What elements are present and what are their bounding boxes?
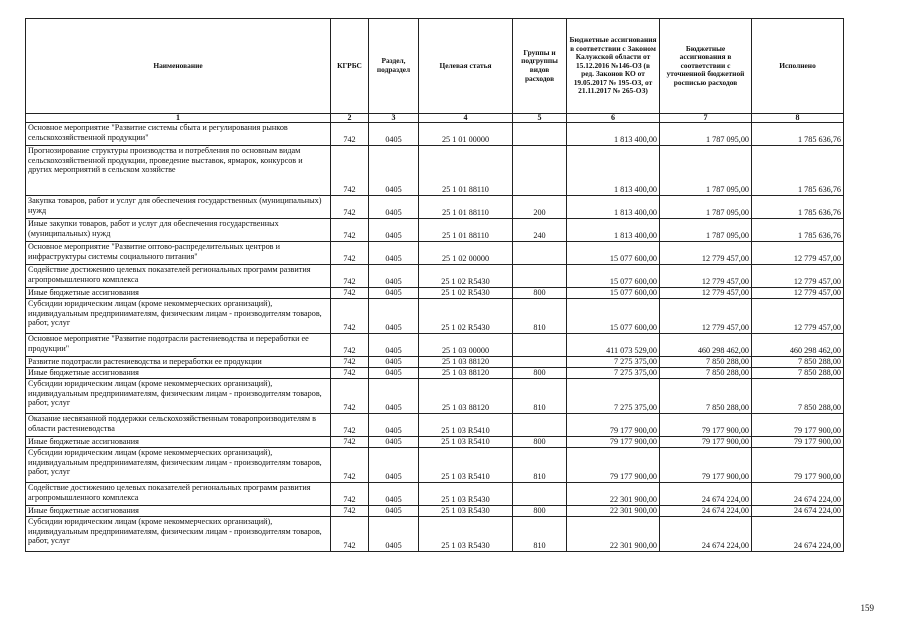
row-budget-refined-cell: 79 177 900,00	[660, 448, 752, 483]
table-row	[26, 448, 844, 483]
table-row	[26, 146, 844, 196]
row-executed-cell: 79 177 900,00	[752, 414, 844, 437]
row-name-cell: Субсидии юридическим лицам (кроме некоммерческих организаций), индивидуальным предпринимателям, физическим лицам - производителям товаров, работ, услуг	[26, 299, 331, 334]
row-kgrbs-cell: 742	[331, 123, 369, 146]
row-kgrbs-cell: 742	[331, 288, 369, 299]
row-budget-law-cell: 7 275 375,00	[567, 368, 660, 379]
row-name-cell: Основное мероприятие "Развитие подотрасли растениеводства и переработки ее продукции"	[26, 334, 331, 357]
row-section-cell: 0405	[369, 196, 419, 219]
row-name-cell: Оказание несвязанной поддержки сельскохозяйственным товаропроизводителям в области растениеводства	[26, 414, 331, 437]
row-budget-law-cell: 1 813 400,00	[567, 146, 660, 196]
row-name-cell: Субсидии юридическим лицам (кроме некоммерческих организаций), индивидуальным предпринимателям, физическим лицам - производителям товаров, работ, услуг	[26, 517, 331, 552]
header-budget-law: Бюджетные ассигнования в соответствии с Законом Калужской области от 15.12.2016 №146-ОЗ (в ред. Законов КО от 19.05.2017 № 195-ОЗ, от 21.11.2017 № 265-ОЗ)	[567, 19, 660, 114]
row-group-cell	[513, 146, 567, 196]
row-name-cell: Субсидии юридическим лицам (кроме некоммерческих организаций), индивидуальным предпринимателям, физическим лицам - производителям товаров, работ, услуг	[26, 379, 331, 414]
row-target-cell: 25 1 02 R5430	[419, 265, 513, 288]
row-kgrbs-cell: 742	[331, 196, 369, 219]
row-executed-cell: 79 177 900,00	[752, 448, 844, 483]
row-group-cell: 200	[513, 196, 567, 219]
row-group-cell	[513, 242, 567, 265]
table-row	[26, 379, 844, 414]
row-kgrbs-cell: 742	[331, 368, 369, 379]
row-kgrbs-cell: 742	[331, 517, 369, 552]
row-target-cell: 25 1 03 88120	[419, 379, 513, 414]
row-kgrbs-cell: 742	[331, 146, 369, 196]
row-executed-cell: 1 785 636,76	[752, 146, 844, 196]
row-kgrbs-cell: 742	[331, 334, 369, 357]
table-row	[26, 288, 844, 299]
row-executed-cell: 7 850 288,00	[752, 357, 844, 368]
row-budget-refined-cell: 24 674 224,00	[660, 506, 752, 517]
header-target: Целевая статья	[419, 19, 513, 114]
table-row	[26, 414, 844, 437]
row-group-cell: 800	[513, 368, 567, 379]
row-budget-refined-cell: 1 787 095,00	[660, 219, 752, 242]
row-budget-refined-cell: 1 787 095,00	[660, 146, 752, 196]
column-number: 6	[567, 114, 660, 123]
row-group-cell	[513, 334, 567, 357]
row-budget-refined-cell: 12 779 457,00	[660, 299, 752, 334]
row-section-cell: 0405	[369, 299, 419, 334]
table-row	[26, 219, 844, 242]
row-budget-refined-cell: 1 787 095,00	[660, 123, 752, 146]
row-budget-law-cell: 79 177 900,00	[567, 414, 660, 437]
row-name-cell: Иные бюджетные ассигнования	[26, 288, 331, 299]
header-section: Раздел, подраздел	[369, 19, 419, 114]
row-executed-cell: 12 779 457,00	[752, 288, 844, 299]
row-group-cell: 810	[513, 379, 567, 414]
row-executed-cell: 79 177 900,00	[752, 437, 844, 448]
row-kgrbs-cell: 742	[331, 506, 369, 517]
column-number: 2	[331, 114, 369, 123]
row-executed-cell: 24 674 224,00	[752, 506, 844, 517]
column-number: 7	[660, 114, 752, 123]
row-name-cell: Содействие достижению целевых показателей региональных программ развития агропромышленного комплекса	[26, 483, 331, 506]
row-name-cell: Прогнозирование структуры производства и потребления по основным видам сельскохозяйственной продукции, проведение выставок, ярмарок, конкурсов и других мероприятий в сельском хозяйстве	[26, 146, 331, 196]
row-section-cell: 0405	[369, 219, 419, 242]
row-target-cell: 25 1 02 00000	[419, 242, 513, 265]
row-name-cell: Основное мероприятие "Развитие оптово-распределительных центров и инфраструктуры системы социального питания"	[26, 242, 331, 265]
column-number: 3	[369, 114, 419, 123]
column-number: 8	[752, 114, 844, 123]
row-target-cell: 25 1 03 R5430	[419, 517, 513, 552]
row-group-cell	[513, 357, 567, 368]
row-name-cell: Иные бюджетные ассигнования	[26, 437, 331, 448]
table-row	[26, 242, 844, 265]
row-section-cell: 0405	[369, 379, 419, 414]
row-target-cell: 25 1 03 88120	[419, 368, 513, 379]
row-section-cell: 0405	[369, 357, 419, 368]
row-group-cell: 810	[513, 448, 567, 483]
row-budget-law-cell: 15 077 600,00	[567, 265, 660, 288]
row-executed-cell: 1 785 636,76	[752, 196, 844, 219]
row-executed-cell: 1 785 636,76	[752, 123, 844, 146]
table-row	[26, 357, 844, 368]
row-target-cell: 25 1 02 R5430	[419, 299, 513, 334]
row-section-cell: 0405	[369, 368, 419, 379]
row-budget-refined-cell: 7 850 288,00	[660, 368, 752, 379]
row-executed-cell: 7 850 288,00	[752, 379, 844, 414]
row-group-cell: 800	[513, 437, 567, 448]
row-section-cell: 0405	[369, 146, 419, 196]
row-executed-cell: 7 850 288,00	[752, 368, 844, 379]
row-name-cell: Основное мероприятие "Развитие системы сбыта и регулирования рынков сельскохозяйственной продукции"	[26, 123, 331, 146]
row-budget-law-cell: 22 301 900,00	[567, 506, 660, 517]
column-number: 4	[419, 114, 513, 123]
row-group-cell: 810	[513, 299, 567, 334]
row-kgrbs-cell: 742	[331, 437, 369, 448]
row-target-cell: 25 1 01 88110	[419, 196, 513, 219]
row-budget-refined-cell: 12 779 457,00	[660, 265, 752, 288]
row-section-cell: 0405	[369, 414, 419, 437]
row-group-cell	[513, 414, 567, 437]
row-budget-law-cell: 15 077 600,00	[567, 242, 660, 265]
row-name-cell: Иные бюджетные ассигнования	[26, 368, 331, 379]
row-section-cell: 0405	[369, 437, 419, 448]
table-row	[26, 334, 844, 357]
table-row	[26, 483, 844, 506]
column-number: 5	[513, 114, 567, 123]
row-section-cell: 0405	[369, 483, 419, 506]
row-kgrbs-cell: 742	[331, 448, 369, 483]
row-budget-law-cell: 411 073 529,00	[567, 334, 660, 357]
row-kgrbs-cell: 742	[331, 357, 369, 368]
row-executed-cell: 12 779 457,00	[752, 299, 844, 334]
row-budget-law-cell: 1 813 400,00	[567, 123, 660, 146]
row-budget-refined-cell: 79 177 900,00	[660, 414, 752, 437]
budget-execution-table	[25, 18, 844, 552]
row-budget-law-cell: 1 813 400,00	[567, 219, 660, 242]
row-target-cell: 25 1 02 R5430	[419, 288, 513, 299]
row-budget-law-cell: 22 301 900,00	[567, 483, 660, 506]
row-group-cell	[513, 123, 567, 146]
row-group-cell: 810	[513, 517, 567, 552]
row-section-cell: 0405	[369, 334, 419, 357]
row-budget-law-cell: 1 813 400,00	[567, 196, 660, 219]
row-section-cell: 0405	[369, 506, 419, 517]
row-budget-refined-cell: 79 177 900,00	[660, 437, 752, 448]
header-groups: Группы и подгруппы видов расходов	[513, 19, 567, 114]
row-executed-cell: 24 674 224,00	[752, 483, 844, 506]
row-budget-law-cell: 15 077 600,00	[567, 299, 660, 334]
row-target-cell: 25 1 03 R5410	[419, 414, 513, 437]
row-budget-law-cell: 22 301 900,00	[567, 517, 660, 552]
row-budget-law-cell: 79 177 900,00	[567, 448, 660, 483]
table-row	[26, 299, 844, 334]
table-row	[26, 368, 844, 379]
row-section-cell: 0405	[369, 123, 419, 146]
row-kgrbs-cell: 742	[331, 242, 369, 265]
row-group-cell: 800	[513, 506, 567, 517]
row-budget-refined-cell: 12 779 457,00	[660, 242, 752, 265]
row-executed-cell: 12 779 457,00	[752, 265, 844, 288]
row-target-cell: 25 1 03 R5430	[419, 506, 513, 517]
row-budget-refined-cell: 460 298 462,00	[660, 334, 752, 357]
row-group-cell: 240	[513, 219, 567, 242]
row-kgrbs-cell: 742	[331, 265, 369, 288]
row-budget-refined-cell: 7 850 288,00	[660, 357, 752, 368]
row-executed-cell: 12 779 457,00	[752, 242, 844, 265]
row-budget-law-cell: 7 275 375,00	[567, 357, 660, 368]
row-target-cell: 25 1 01 88110	[419, 219, 513, 242]
header-budget-refined: Бюджетные ассигнования в соответствии с уточненной бюджетной росписью расходов	[660, 19, 752, 114]
row-name-cell: Иные бюджетные ассигнования	[26, 506, 331, 517]
table-row	[26, 123, 844, 146]
row-kgrbs-cell: 742	[331, 219, 369, 242]
row-kgrbs-cell: 742	[331, 299, 369, 334]
row-group-cell	[513, 483, 567, 506]
row-target-cell: 25 1 03 R5430	[419, 483, 513, 506]
row-budget-refined-cell: 24 674 224,00	[660, 483, 752, 506]
row-kgrbs-cell: 742	[331, 414, 369, 437]
row-budget-law-cell: 7 275 375,00	[567, 379, 660, 414]
row-name-cell: Иные закупки товаров, работ и услуг для обеспечения государственных (муниципальных) нужд	[26, 219, 331, 242]
row-section-cell: 0405	[369, 242, 419, 265]
row-executed-cell: 460 298 462,00	[752, 334, 844, 357]
row-budget-law-cell: 15 077 600,00	[567, 288, 660, 299]
table-row	[26, 517, 844, 552]
header-executed: Исполнено	[752, 19, 844, 114]
header-kgrbs: КГРБС	[331, 19, 369, 114]
row-name-cell: Развитие подотрасли растениеводства и переработки ее продукции	[26, 357, 331, 368]
table-row	[26, 196, 844, 219]
row-budget-refined-cell: 12 779 457,00	[660, 288, 752, 299]
header-row	[26, 19, 844, 114]
row-target-cell: 25 1 01 88110	[419, 146, 513, 196]
table-row	[26, 265, 844, 288]
row-kgrbs-cell: 742	[331, 379, 369, 414]
column-number-row	[26, 114, 844, 123]
page-number: 159	[860, 603, 874, 613]
row-budget-refined-cell: 1 787 095,00	[660, 196, 752, 219]
row-name-cell: Закупка товаров, работ и услуг для обеспечения государственных (муниципальных) нужд	[26, 196, 331, 219]
row-group-cell: 800	[513, 288, 567, 299]
row-target-cell: 25 1 03 R5410	[419, 448, 513, 483]
row-budget-refined-cell: 7 850 288,00	[660, 379, 752, 414]
row-group-cell	[513, 265, 567, 288]
header-name: Наименование	[26, 19, 331, 114]
row-target-cell: 25 1 01 00000	[419, 123, 513, 146]
table-row	[26, 506, 844, 517]
row-name-cell: Содействие достижению целевых показателей региональных программ развития агропромышленного комплекса	[26, 265, 331, 288]
row-section-cell: 0405	[369, 288, 419, 299]
row-name-cell: Субсидии юридическим лицам (кроме некоммерческих организаций), индивидуальным предпринимателям, физическим лицам - производителям товаров, работ, услуг	[26, 448, 331, 483]
row-executed-cell: 24 674 224,00	[752, 517, 844, 552]
row-budget-refined-cell: 24 674 224,00	[660, 517, 752, 552]
row-target-cell: 25 1 03 88120	[419, 357, 513, 368]
row-executed-cell: 1 785 636,76	[752, 219, 844, 242]
row-section-cell: 0405	[369, 448, 419, 483]
row-target-cell: 25 1 03 R5410	[419, 437, 513, 448]
row-kgrbs-cell: 742	[331, 483, 369, 506]
table-row	[26, 437, 844, 448]
row-section-cell: 0405	[369, 517, 419, 552]
column-number: 1	[26, 114, 331, 123]
row-section-cell: 0405	[369, 265, 419, 288]
row-target-cell: 25 1 03 00000	[419, 334, 513, 357]
row-budget-law-cell: 79 177 900,00	[567, 437, 660, 448]
